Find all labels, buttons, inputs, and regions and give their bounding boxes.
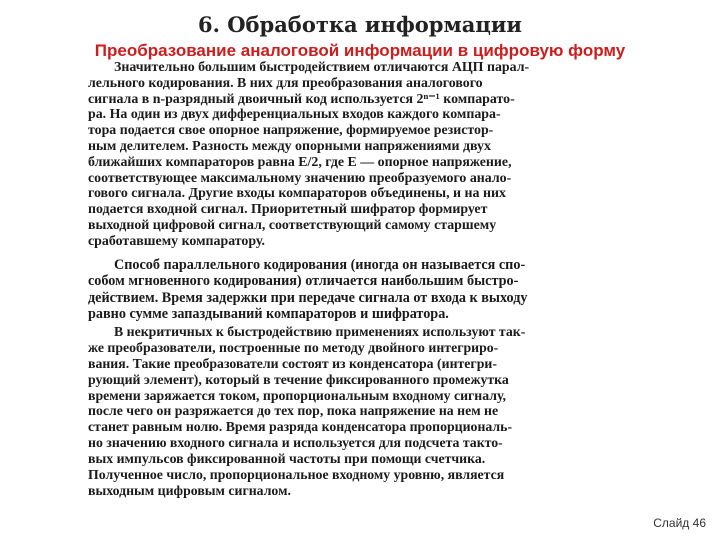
text-line: лельного кодирования. В них для преобразования аналогового bbox=[88, 75, 483, 91]
text-line: выходным цифровым сигналом. bbox=[88, 483, 291, 498]
text-line: соответствующее максимальному значению преобразуемого анало- bbox=[88, 170, 512, 186]
text-line: времени заряжается током, пропорциональным входному сигналу, bbox=[88, 387, 506, 403]
text-line: сработавшему компаратору. bbox=[88, 233, 265, 249]
paragraph-dual-slope bbox=[88, 324, 622, 499]
text-line: сигнала в n-разрядный двоичный код используется 2ⁿ⁻¹ компарато- bbox=[88, 91, 515, 107]
text-line: ным делителем. Разность между опорными напряжениями двух bbox=[88, 138, 491, 154]
text-line: Значительно большим быстродействием отличаются АЦП парал- bbox=[114, 60, 530, 75]
text-line: Полученное число, пропорциональное входному уровню, является bbox=[88, 467, 505, 483]
text-line: подается входной сигнал. Приоритетный шифратор формирует bbox=[88, 202, 488, 218]
text-line: ра. На один из двух дифференциальных входов каждого компара- bbox=[88, 107, 501, 123]
text-line: рующий элемент), который в течение фиксированного промежутка bbox=[88, 371, 509, 387]
scanned-text-block bbox=[88, 60, 622, 499]
slide-subtitle: Преобразование аналоговой информации в цифровую форму bbox=[94, 41, 626, 60]
text-line: тора подается свое опорное напряжение, формируемое резистор- bbox=[88, 123, 494, 139]
text-line: действием. Время задержки при передаче сигнала от входа к выходу bbox=[88, 289, 528, 306]
text-line: гового сигнала. Другие входы компараторов объединены, и на них bbox=[88, 186, 506, 202]
text-line: после чего он разряжается до тех пор, пока напряжение на нем не bbox=[88, 403, 499, 419]
text-line: станет равным нолю. Время разряда конденсатора пропорциональ- bbox=[88, 419, 513, 435]
text-line: равно сумме запаздываний компараторов и шифратора. bbox=[88, 306, 449, 323]
text-line: вых импульсов фиксированной частоты при помощи счетчика. bbox=[88, 451, 486, 467]
paragraph-instant-coding bbox=[88, 257, 622, 323]
text-line: В некритичных к быстродействию применениях используют так- bbox=[114, 323, 526, 339]
paragraph-parallel-adc bbox=[88, 60, 622, 250]
text-line: собом мгновенного кодирования) отличается наибольшим быстро- bbox=[88, 273, 519, 290]
text-line: выходной цифровой сигнал, соответствующий самому старшему bbox=[88, 217, 497, 233]
text-line: же преобразователи, построенные по методу двойного интегриро- bbox=[88, 339, 499, 355]
text-line: Способ параллельного кодирования (иногда он называется спо- bbox=[114, 256, 526, 273]
slide-number: Слайд 46 bbox=[653, 516, 706, 530]
text-line: ближайших компараторов равна E/2, где E — опорное напряжение, bbox=[88, 154, 512, 170]
text-line: вания. Такие преобразователи состоят из конденсатора (интегри- bbox=[88, 355, 497, 371]
text-line: но значению входного сигнала и используется для подсчета такто- bbox=[88, 435, 503, 451]
slide-title: 6. Обработка информации bbox=[197, 12, 523, 37]
